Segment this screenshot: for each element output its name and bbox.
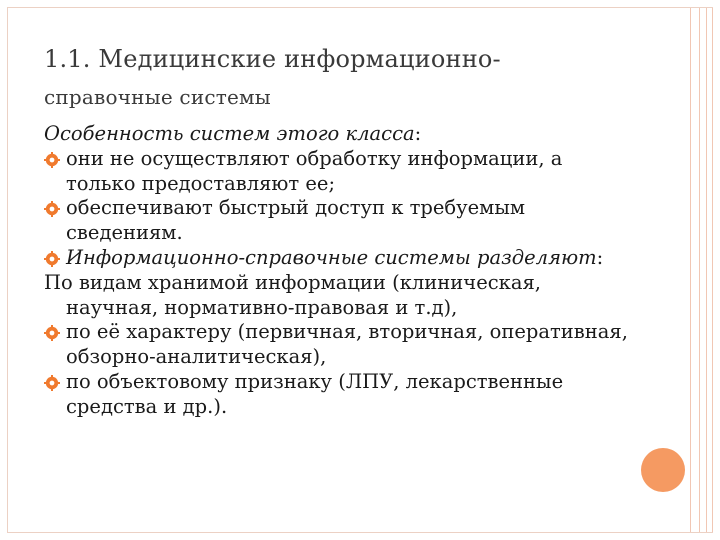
- intro-lead: Особенность систем этого класса: [44, 122, 415, 145]
- bullet-item: [44, 196, 634, 246]
- decor-line: [690, 8, 691, 532]
- decor-line: [706, 8, 707, 532]
- bullet-item: [44, 320, 634, 370]
- decorative-circle: [641, 448, 685, 492]
- bullet-item: [44, 147, 634, 197]
- bullet-text-italic: Информационно-справочные системы разделяют: [66, 245, 597, 269]
- gear-bullet-icon: [44, 325, 60, 341]
- decor-line: [699, 8, 700, 532]
- title-line-1: 1.1. Медицинские информационно-: [44, 45, 501, 73]
- plain-line-text: По видам хранимой информации (клиническая, научная, нормативно-правовая и т.д),: [44, 270, 541, 319]
- gear-bullet-icon: [44, 375, 60, 391]
- bullet-text: обеспечивают быстрый доступ к требуемым сведениям.: [66, 196, 526, 245]
- slide-body: [44, 122, 634, 420]
- bullet-text: по её характеру (первичная, вторичная, оперативная, обзорно-аналитическая),: [66, 320, 628, 369]
- decor-line: [712, 8, 713, 532]
- gear-bullet-icon: [44, 201, 60, 217]
- bullet-text-tail: :: [596, 245, 604, 269]
- bullet-item: [44, 370, 634, 420]
- bullet-text: они не осуществляют обработку информации, а только предоставляют ее;: [66, 146, 563, 195]
- gear-bullet-icon: [44, 152, 60, 168]
- title-line-2: справочные системы: [44, 85, 271, 109]
- slide-title: [44, 40, 644, 116]
- bullet-text: по объектовому признаку (ЛПУ, лекарственные средства и др.).: [66, 369, 564, 418]
- intro-line: [44, 122, 634, 147]
- bullet-item: [44, 246, 634, 271]
- gear-bullet-icon: [44, 251, 60, 267]
- intro-colon: :: [414, 122, 422, 145]
- plain-line: [44, 271, 634, 321]
